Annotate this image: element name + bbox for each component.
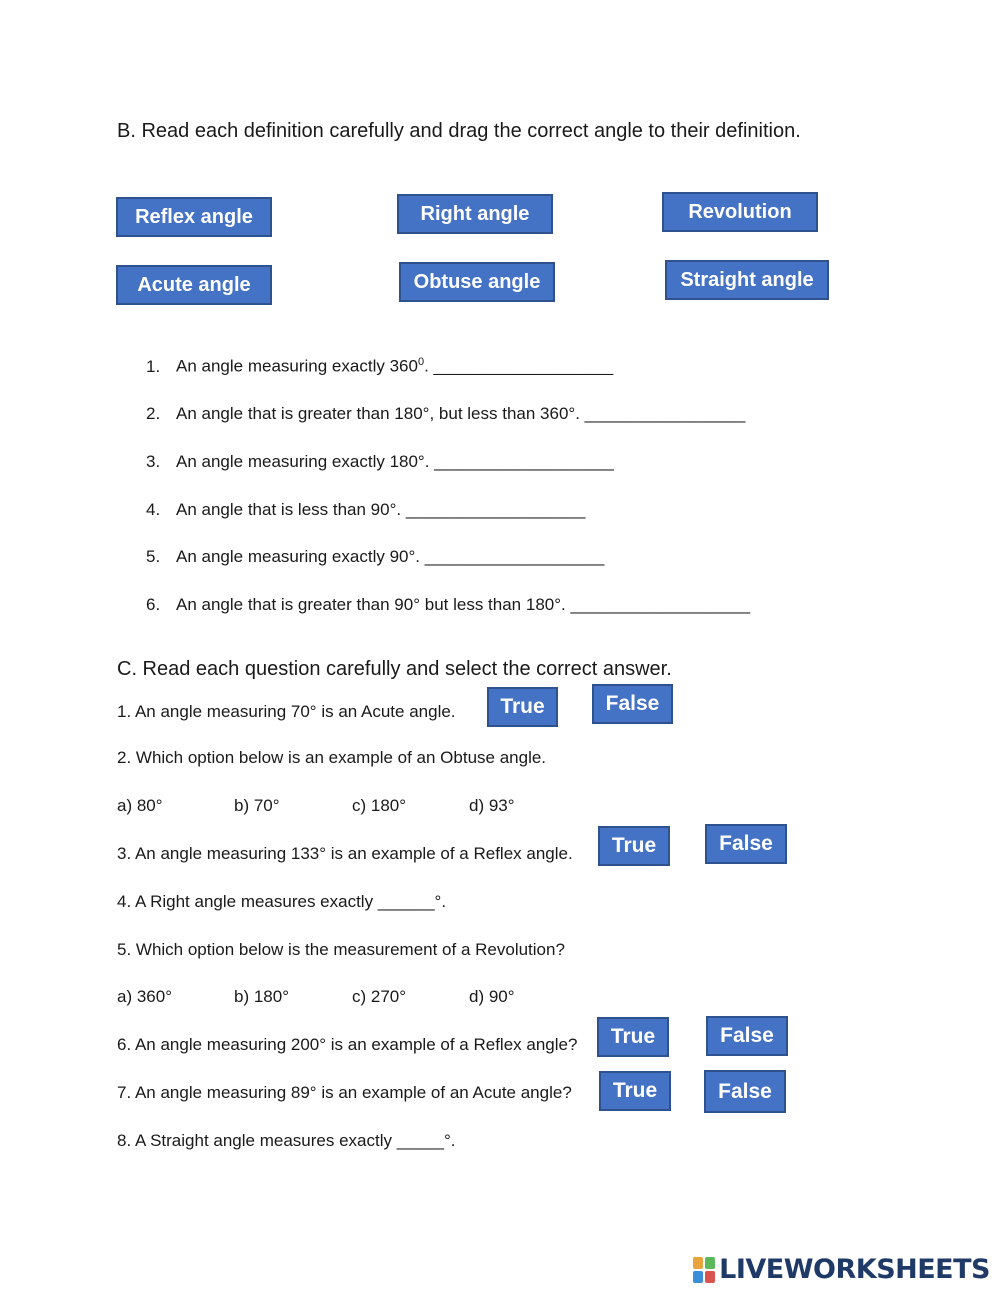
- logo-block-icon: [693, 1257, 703, 1269]
- option-c[interactable]: c) 180°: [352, 796, 407, 815]
- item-number: 4.: [146, 500, 161, 519]
- definition-item-2[interactable]: [146, 404, 745, 424]
- option-a[interactable]: a) 360°: [117, 987, 173, 1006]
- item-number: 1.: [146, 356, 161, 376]
- item-number: 2.: [146, 404, 161, 423]
- question-7: 7. An angle measuring 89° is an example of an Acute angle?: [117, 1083, 572, 1102]
- drag-tile-acute-angle[interactable]: Acute angle: [116, 265, 272, 305]
- logo-text: LIVEWORKSHEETS: [719, 1254, 990, 1285]
- option-b[interactable]: b) 70°: [234, 796, 280, 815]
- question-4: 4. A Right angle measures exactly ______°.: [117, 892, 447, 911]
- definition-text: An angle that is greater than 90° but less than 180°. ___________________: [176, 595, 751, 614]
- q7-false-button[interactable]: False: [704, 1070, 786, 1113]
- definition-text: An angle measuring exactly 90°. ___________________: [176, 547, 605, 566]
- q1-false-button[interactable]: False: [592, 684, 673, 724]
- logo-block-icon: [705, 1271, 715, 1283]
- q3-true-button[interactable]: True: [598, 826, 670, 866]
- question-3: 3. An angle measuring 133° is an example of a Reflex angle.: [117, 844, 573, 863]
- question-6: 6. An angle measuring 200° is an example of a Reflex angle?: [117, 1035, 578, 1054]
- definition-item-1[interactable]: [146, 356, 613, 377]
- section-c-heading: C. Read each question carefully and select the correct answer.: [117, 658, 672, 680]
- drag-tile-straight-angle[interactable]: Straight angle: [665, 260, 829, 300]
- option-a[interactable]: a) 80°: [117, 796, 163, 815]
- question-5: 5. Which option below is the measurement of a Revolution?: [117, 940, 565, 959]
- item-number: 3.: [146, 452, 161, 471]
- definition-text: An angle that is greater than 180°, but less than 360°. _________________: [176, 404, 746, 423]
- q7-true-button[interactable]: True: [599, 1071, 671, 1111]
- logo-block-icon: [693, 1271, 703, 1283]
- definition-item-6[interactable]: [146, 595, 750, 615]
- q3-false-button[interactable]: False: [705, 824, 787, 864]
- logo-block-icon: [705, 1257, 715, 1269]
- q6-true-button[interactable]: True: [597, 1017, 669, 1057]
- option-d[interactable]: d) 93°: [469, 796, 515, 815]
- definition-item-4[interactable]: [146, 500, 585, 520]
- question-2: 2. Which option below is an example of an Obtuse angle.: [117, 748, 547, 767]
- item-number: 6.: [146, 595, 161, 614]
- item-number: 5.: [146, 547, 161, 566]
- question-5-options: [117, 987, 537, 1009]
- definition-text: An angle that is less than 90°. ___________________: [176, 500, 586, 519]
- answer-blank: . ___________________: [424, 356, 614, 376]
- question-8: 8. A Straight angle measures exactly _____°.: [117, 1131, 456, 1150]
- definition-item-3[interactable]: [146, 452, 614, 472]
- drag-tile-right-angle[interactable]: Right angle: [397, 194, 553, 234]
- option-d[interactable]: d) 90°: [469, 987, 515, 1006]
- definition-text: An angle measuring exactly 180°. ___________________: [176, 452, 614, 471]
- drag-tile-obtuse-angle[interactable]: Obtuse angle: [399, 262, 555, 302]
- definition-text: An angle measuring exactly 360: [176, 356, 418, 376]
- definition-item-5[interactable]: [146, 547, 604, 567]
- section-b-heading: B. Read each definition carefully and drag the correct angle to their definition.: [117, 120, 801, 142]
- drag-tile-reflex-angle[interactable]: Reflex angle: [116, 197, 272, 237]
- option-b[interactable]: b) 180°: [234, 987, 290, 1006]
- drag-tile-revolution[interactable]: Revolution: [662, 192, 818, 232]
- degree-superscript: 0: [417, 356, 425, 368]
- liveworksheets-logo: [693, 1254, 990, 1285]
- question-1: 1. An angle measuring 70° is an Acute angle.: [117, 702, 456, 721]
- q6-false-button[interactable]: False: [706, 1016, 788, 1056]
- option-c[interactable]: c) 270°: [352, 987, 407, 1006]
- q1-true-button[interactable]: True: [487, 687, 558, 727]
- logo-mark-icon: [693, 1257, 715, 1283]
- question-2-options: [117, 796, 537, 818]
